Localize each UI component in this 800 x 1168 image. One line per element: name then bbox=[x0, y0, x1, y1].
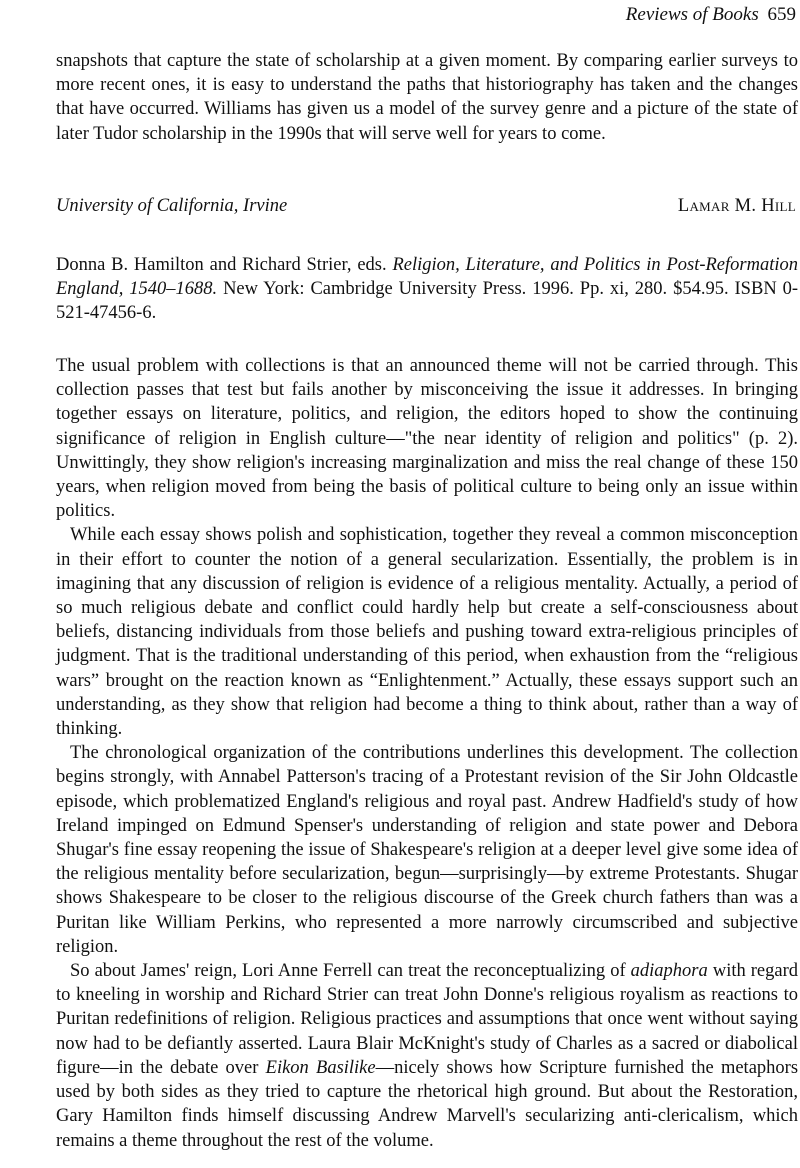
review-paragraph-2: While each essay shows polish and sophistication, together they reveal a common misconception in their effort to counter the notion of a general secularization. Essentially, the problem is in imagining that any discussion of religion is evidence of a religious mentality. Actually, a period of so much religious debate and conflict could hardly help but create a self-consciousness about beliefs, distancing individuals from those beliefs and pushing toward extra-religious principles of judgment. That is the traditional understanding of this period, when exhaustion from the “religious wars” brought on the reaction known as “Enlightenment.” Actually, these essays support such an understanding, as they show that religion had become a thing to think about, rather than a way of thinking. bbox=[56, 525, 798, 740]
term-adiaphora: adiaphora bbox=[630, 961, 708, 982]
title-eikon-basilike: Eikon Basilike bbox=[265, 1057, 376, 1078]
paragraph-4-part-c: with regard to kneeling in worship and Richard Strier can treat John Donne's religious royalism as reactions to Puritan redefinitions of religion. Religious practices and assumptions that once went without saying now had to be defiantly asserted. Laura Blair McKnight's study of Charles as a sacred or diabolical figure—in the debate over bbox=[56, 961, 799, 1078]
running-head bbox=[626, 4, 796, 26]
review-paragraph-1: The usual problem with collections is that an announced theme will not be carried through. This collection passes that test but fails another by misconceiving the issue it addresses. In bringing together essays on literature, politics, and religion, the editors hoped to show the continuing significance of religion in English culture—"the near identity of religion and politics" (p. 2). Unwittingly, they show religion's increasing marginalization and miss the real change of these 150 years, when religion moved from being the basis of political culture to being only an issue within politics. bbox=[56, 356, 798, 522]
paragraph-4-part-a: So about James' reign, Lori Anne Ferrell can treat the reconceptualizing of bbox=[70, 961, 626, 982]
citation-publication: New York: Cambridge University Press. 1996. Pp. xi, 280. $54.95. ISBN 0-521-47456-6. bbox=[56, 279, 799, 324]
continuation-paragraph: snapshots that capture the state of scholarship at a given moment. By comparing earlier surveys to more recent ones, it is easy to understand the paths that historiography has taken and the changes that have occurred. Williams has given us a model of the survey genre and a picture of the state of later Tudor scholarship in the 1990s that will serve well for years to come. bbox=[56, 51, 798, 144]
review-body bbox=[56, 354, 798, 1153]
reviewer-affiliation: University of California, Irvine bbox=[56, 196, 288, 216]
page-number: 659 bbox=[767, 4, 796, 25]
book-citation bbox=[56, 253, 798, 326]
review-paragraph-3: The chronological organization of the contributions underlines this development. The collection begins strongly, with Annabel Patterson's tracing of a Protestant revision of the Sir John Oldcastle episode, which problematized England's religious and royal past. Andrew Hadfield's study of how Ireland impinged on Edmund Spenser's understanding of religion and state power and Debora Shugar's fine essay reopening the issue of Shakespeare's religion at a deeper level give some idea of the religious mentality before secularization, begun—surprisingly—by extreme Protestants. Shugar shows Shakespeare to be closer to the religious discourse of the Greek church fathers than was a Puritan like William Perkins, who represented a more narrowly circumscribed and subjective religion. bbox=[56, 743, 798, 957]
journal-title: Reviews of Books bbox=[625, 4, 759, 25]
paragraph-4-part-e: —nicely shows how Scripture furnished the metaphors used by both sides as they tried to capture the rhetorical high ground. But about the Restoration, Gary Hamilton finds himself discussing Andrew Marvell's secularizing anti-clericalism, which remains a theme throughout the rest of the volume. bbox=[56, 1057, 799, 1151]
citation-title: Religion, Literature, and Politics in Post-Reformation England, 1540–1688. bbox=[56, 255, 798, 300]
citation-editors: Donna B. Hamilton and Richard Strier, eds. bbox=[56, 255, 387, 275]
reviewer-name: Lamar M. Hill bbox=[677, 196, 796, 216]
previous-review-conclusion bbox=[56, 49, 798, 146]
review-paragraph-4 bbox=[56, 959, 798, 1153]
journal-page bbox=[56, 0, 798, 1168]
review-signature bbox=[56, 194, 798, 218]
